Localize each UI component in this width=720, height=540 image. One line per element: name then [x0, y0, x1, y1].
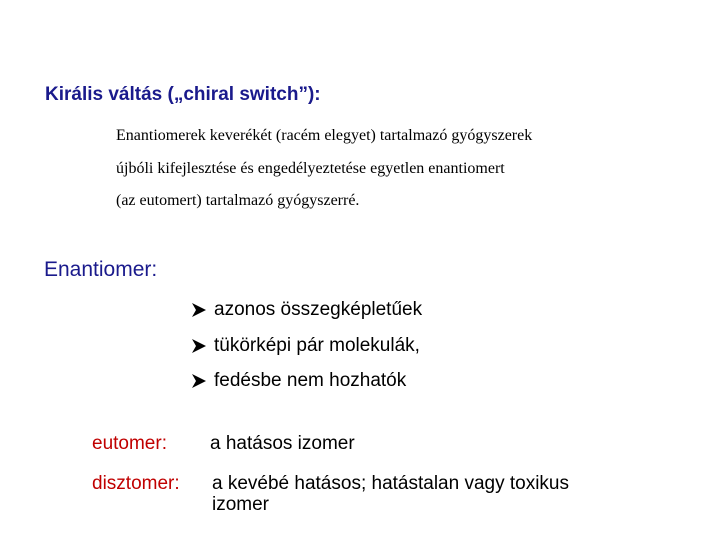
enantiomer-bullet-3	[190, 370, 406, 392]
chiral-switch-definition-line-3: (az eutomert) tartalmazó gyógyszerré.	[116, 192, 360, 209]
eutomer-definition: a hatásos izomer	[210, 433, 355, 454]
disztomer-definition-line-1: a kevébé hatásos; hatástalan vagy toxikus	[212, 473, 570, 494]
enantiomer-bullet-text: azonos összegképletűek	[214, 299, 423, 320]
enantiomer-bullet-2	[190, 335, 420, 357]
arrowhead-bullet-icon	[190, 301, 208, 319]
arrowhead-bullet-icon	[190, 337, 208, 355]
enantiomer-bullet-text: fedésbe nem hozhatók	[214, 370, 407, 391]
chiral-switch-definition-line-2: újbóli kifejlesztése és engedélyeztetése egyetlen enantiomert	[116, 160, 505, 177]
enantiomer-heading: Enantiomer:	[44, 258, 158, 281]
arrowhead-bullet-icon	[190, 372, 208, 390]
eutomer-term: eutomer:	[92, 433, 167, 454]
enantiomer-bullet-1	[190, 299, 422, 321]
chiral-switch-definition-line-1: Enantiomerek keverékét (racém elegyet) tartalmazó gyógyszerek	[116, 127, 533, 144]
disztomer-term: disztomer:	[92, 473, 180, 494]
chiral-switch-heading: Királis váltás („chiral switch”):	[45, 84, 321, 105]
enantiomer-bullet-text: tükörképi pár molekulák,	[214, 335, 420, 356]
disztomer-definition-line-2: izomer	[212, 494, 270, 515]
